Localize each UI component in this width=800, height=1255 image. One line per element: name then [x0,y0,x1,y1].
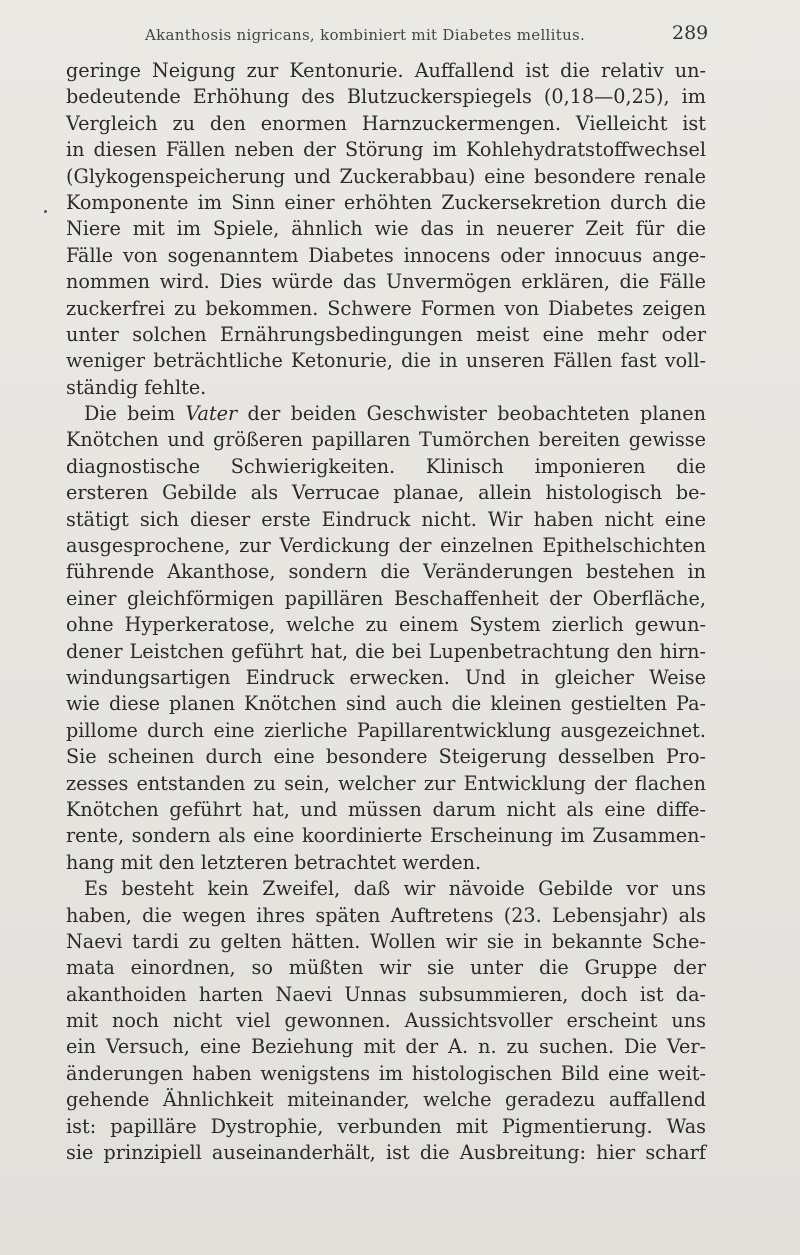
text-line: Sie scheinen durch eine besondere Steigerung desselben Pro- [66,745,706,769]
text-line: haben, die wegen ihres späten Auftretens (23. Lebensjahr) als [66,903,706,927]
text-line: unter solchen Ernährungsbedingungen meist eine mehr oder [66,322,706,346]
text-line: akanthoiden harten Naevi Unnas subsummieren, doch ist da- [66,982,706,1006]
text-line: zuckerfrei zu bekommen. Schwere Formen von Diabetes zeigen [66,296,706,320]
text-line: stätigt sich dieser erste Eindruck nicht. Wir haben nicht eine [66,507,706,531]
text-line: gehende Ähnlichkeit miteinander, welche geradezu auffallend [66,1088,706,1112]
paragraph-1 [66,58,706,401]
text-line: hang mit den letzteren betrachtet werden. [66,850,482,874]
text-line: dener Leistchen geführt hat, die bei Lupenbetrachtung den hirn- [66,639,706,663]
paragraph-3 [66,876,706,1166]
text-line: ist: papilläre Dystrophie, verbunden mit Pigmentierung. Was [66,1114,706,1138]
body-text [66,58,706,1166]
running-title: Akanthosis nigricans, kombiniert mit Diabetes mellitus. [145,26,586,44]
text-line: ständig fehlte. [66,375,207,399]
text-run: Die beim [84,402,186,426]
text-line: pillome durch eine zierliche Papillarentwicklung ausgezeichnet. [66,718,706,742]
text-line [66,401,706,427]
text-line: geringe Neigung zur Kentonurie. Auffallend ist die relativ un- [66,59,706,82]
text-line: Es besteht kein Zweifel, daß wir nävoide Gebilde vor uns [84,877,706,901]
text-line: Knötchen geführt hat, und müssen darum nicht als eine diffe- [66,797,706,821]
text-line: windungsartigen Eindruck erwecken. Und in gleicher Weise [66,665,706,689]
text-line: Knötchen und größeren papillaren Tumörchen bereiten gewisse [66,428,706,452]
text-line: Niere mit im Spiele, ähnlich wie das in neuerer Zeit für die [66,217,706,241]
text-line: rente, sondern als eine koordinierte Erscheinung im Zusammen- [66,824,706,848]
text-line: sie prinzipiell auseinanderhält, ist die Ausbreitung: hier scharf [66,1141,706,1165]
text-line: nommen wird. Dies würde das Unvermögen erklären, die Fälle [66,270,706,294]
text-line: Fälle von sogenanntem Diabetes innocens oder innocuus ange- [66,243,706,267]
text-line: änderungen haben wenigstens im histologischen Bild eine weit- [66,1061,706,1085]
text-line: diagnostische Schwierigkeiten. Klinisch imponieren die [66,454,706,478]
text-line: mata einordnen, so müßten wir sie unter die Gruppe der [66,956,706,980]
text-line: Naevi tardi zu gelten hätten. Wollen wir sie in bekannte Sche- [66,929,706,953]
text-line: (Glykogenspeicherung und Zuckerabbau) eine besondere renale [66,164,706,188]
text-line: weniger beträchtliche Ketonurie, die in unseren Fällen fast voll- [66,349,706,373]
text-line: ein Versuch, eine Beziehung mit der A. n. zu suchen. Die Ver- [66,1035,706,1059]
text-line: in diesen Fällen neben der Störung im Kohlehydratstoffwechsel [66,138,706,162]
text-line: Vergleich zu den enormen Harnzuckermengen. Vielleicht ist [66,111,706,135]
paragraph-2 [66,401,706,876]
text-line: einer gleichförmigen papillären Beschaffenheit der Oberfläche, [66,586,706,610]
text-line: ersteren Gebilde als Verrucae planae, allein histologisch be- [66,481,706,505]
text-line: bedeutende Erhöhung des Blutzuckerspiegels (0,18—0,25), im [66,85,706,109]
text-line: mit noch nicht viel gewonnen. Aussichtsvoller erscheint uns [66,1009,706,1033]
page-number: 289 [672,22,709,44]
text-line: Komponente im Sinn einer erhöhten Zuckersekretion durch die [66,190,706,214]
text-line: ohne Hyperkeratose, welche zu einem System zierlich gewun- [66,613,706,637]
text-line: zesses entstanden zu sein, welcher zur Entwicklung der flachen [66,771,706,795]
text-line: wie diese planen Knötchen sind auch die kleinen gestielten Pa- [66,692,706,716]
margin-mark [44,210,47,213]
text-line: führende Akanthose, sondern die Veränderungen bestehen in [66,560,706,584]
text-run: der beiden Geschwister beobachteten planen [237,402,706,426]
emphasis-vater: Vater [185,402,238,426]
text-line: ausgesprochene, zur Verdickung der einzelnen Epithelschichten [66,534,706,558]
